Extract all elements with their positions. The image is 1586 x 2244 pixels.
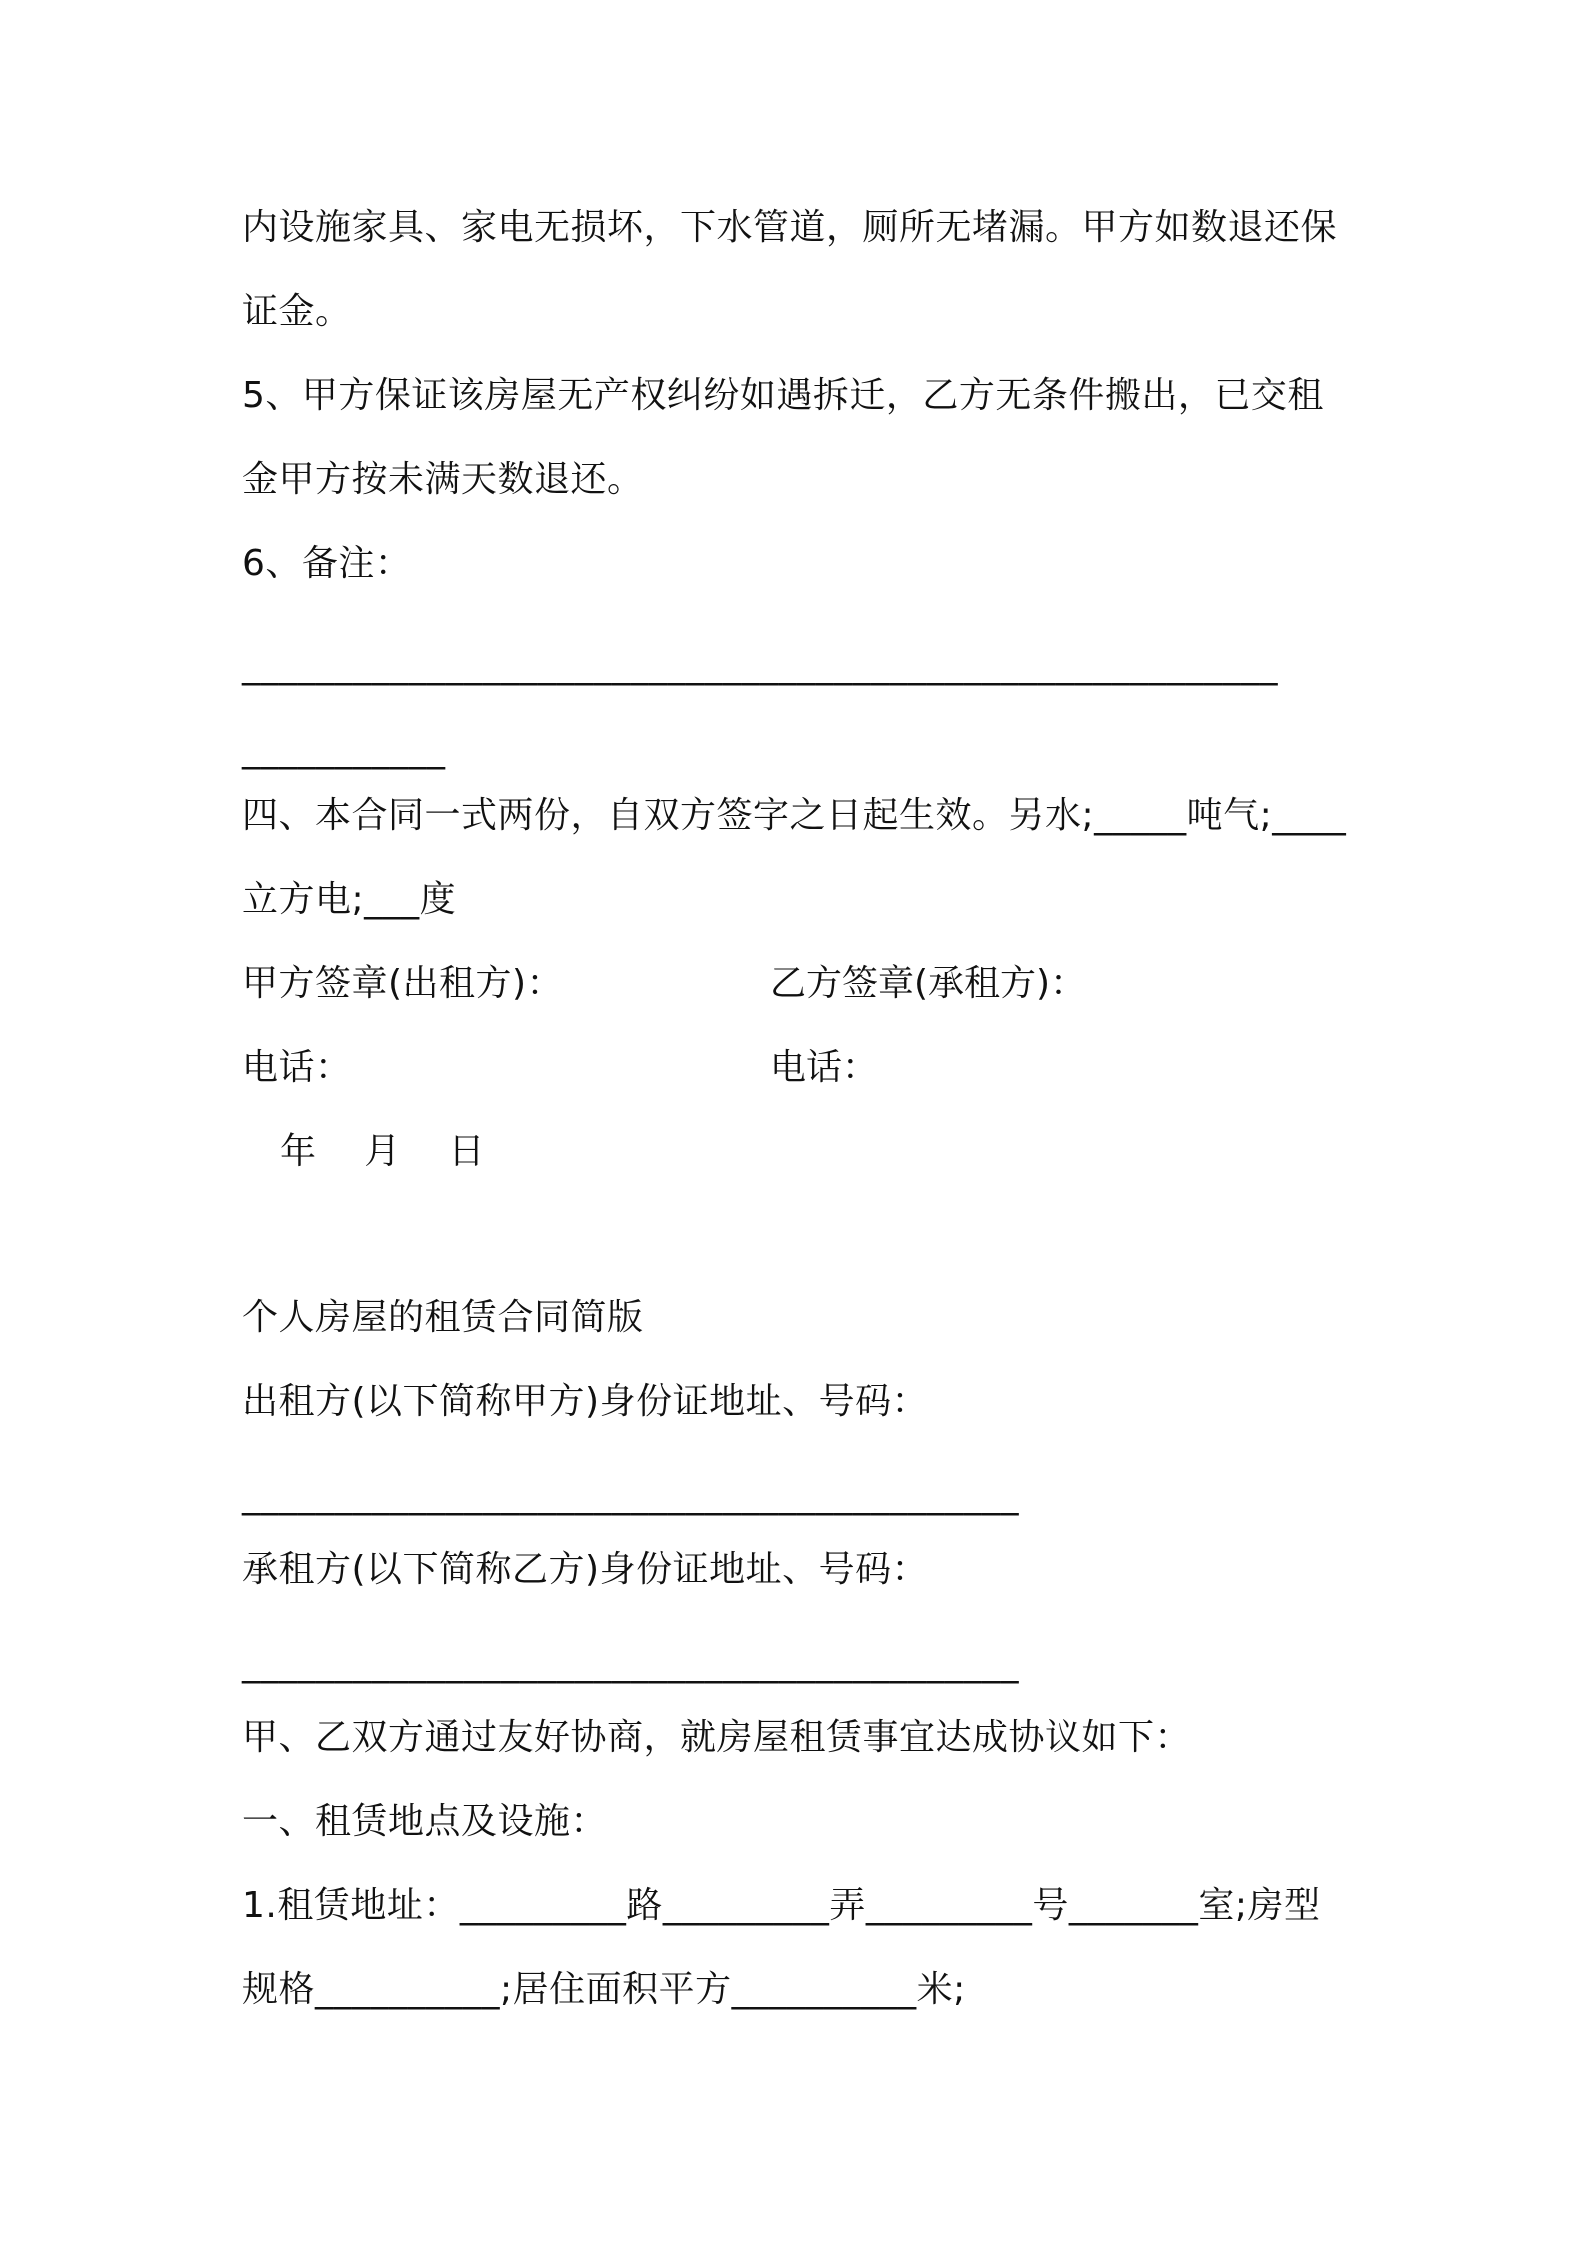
blank-line: ________________________________________________________: [242, 645, 1278, 686]
paragraph-line: 5、甲方保证该房屋无产权纠纷如遇拆迁，乙方无条件搬出，已交租: [242, 375, 1324, 416]
party-a-signature-label: 甲方签章(出租方)：: [242, 963, 564, 1004]
paragraph-line: 承租方(以下简称乙方)身份证地址、号码：: [242, 1549, 929, 1590]
paragraph-line: 6、备注：: [242, 543, 412, 584]
paragraph-line: 出租方(以下简称甲方)身份证地址、号码：: [242, 1381, 929, 1422]
section-title: 个人房屋的租赁合同简版: [242, 1297, 644, 1338]
paragraph-line: 立方电;___度: [242, 879, 457, 920]
paragraph-line: 规格__________;居住面积平方__________米;: [242, 1969, 966, 2010]
blank-line: __________________________________________: [242, 1475, 1019, 1516]
paragraph-line: 证金。: [242, 291, 352, 332]
blank-line: ___________: [242, 729, 446, 770]
paragraph-line: 1.租赁地址：_________路_________弄_________号_______室;房型: [242, 1885, 1321, 1926]
party-b-phone-label: 电话：: [770, 1047, 879, 1088]
paragraph-line: 甲、乙双方通过友好协商，就房屋租赁事宜达成协议如下：: [242, 1717, 1192, 1758]
party-b-signature-label: 乙方签章(承租方)：: [770, 963, 1087, 1004]
paragraph-line: 金甲方按未满天数退还。: [242, 459, 644, 500]
paragraph-line: 四、本合同一式两份，自双方签字之日起生效。另水;_____吨气;____: [242, 795, 1347, 836]
paragraph-line: 内设施家具、家电无损坏，下水管道，厕所无堵漏。甲方如数退还保: [242, 207, 1338, 248]
blank-line: __________________________________________: [242, 1643, 1019, 1684]
date-line: 年 月 日: [280, 1131, 486, 1172]
paragraph-line: 一、租赁地点及设施：: [242, 1801, 608, 1842]
party-a-phone-label: 电话：: [242, 1047, 352, 1088]
